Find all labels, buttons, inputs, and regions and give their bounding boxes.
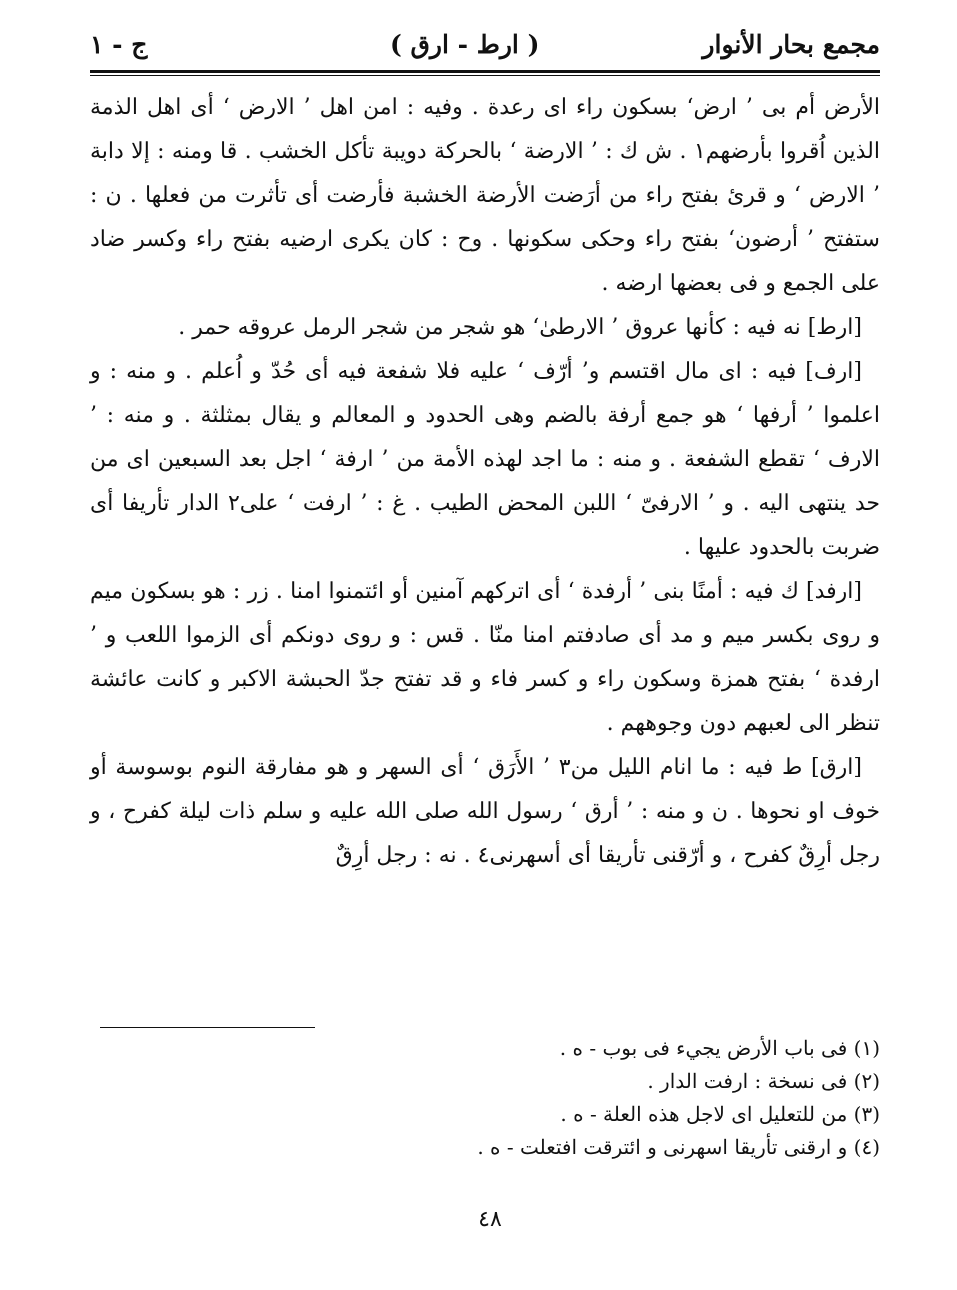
footnotes [90, 1032, 880, 1164]
running-header [90, 22, 880, 70]
paragraph-araq: [ارق] ط فيه : ما انام الليل من٣ ’ الأَرَق ‘ أى السهر و هو مفارقة النوم بوسوسة أو خوف او نحوها . ن و منه : ’ أرق ‘ رسول الله صلى الله عليه و سلم ذات ليلة كفرح ، و رجل أرِقٌ كفرح ، و أرّقنى تأريقا أى أسهرنى٤ . نه : رجل أرِقٌ [90, 755, 880, 868]
book-title: مجمع بحار الأنوار [702, 30, 880, 59]
page-number: ٤٨ [478, 1207, 502, 1232]
header-rule [90, 70, 880, 73]
volume-number: ج - ١ [90, 30, 148, 59]
header-rule-thin [90, 75, 880, 76]
entry-range: ( ارط - ارق ) [390, 30, 540, 59]
main-text [90, 86, 880, 878]
footnote-1: (١) فى باب الأرض يجيء فى بوب - ه . [559, 1036, 880, 1060]
paragraph-art: [ارط] نه فيه : كأنها عروق ’ الارطىٰ‘ هو شجر من شجر الرمل عروقه حمر . [178, 315, 862, 340]
footnote-2: (٢) فى نسخة : ارفت الدار . [647, 1069, 880, 1093]
book-page [90, 22, 880, 1272]
footnote-separator [100, 1027, 315, 1028]
paragraph-ard: الأرض أم بى ’ ارض‘ بسكون راء اى رعدة . وفيه : امن اهل ’ الارض ‘ أى اهل الذمة الذين اُقروا بأرضهم١ . ش ك : ’ الارضة ‘ بالحركة دويبة تأكل الخشب . قا ومنه : إلا دابة ’ الارض ‘ و قرئ بفتح راء من أرَضت الأرضة الخشبة فأرضت أى تأثرت من فعلها . ن : ستفتح ’ أرضون‘ بفتح راء وحكى سكونها . وح : كان يكرى ارضيه بفتح راء وكسر ضاد على الجمع و فى بعضها ارضه . [90, 95, 880, 296]
paragraph-arfad: [ارفد] ك فيه : أمنًا بنى ’ أرفدة ‘ أى اتركهم آمنين أو ائتمنوا امنا . زر : هو بسكون ميم و روى بكسر ميم و مد أى صادفتم امنا منّا . قس : و روى دونكم أى الزموا اللعب و ’ ارفدة ‘ بفتح همزة وسكون راء و كسر فاء و قد تفتح جدّ الحبشة الاكبر و كانت عائشة تنظر الى لعبهم دون وجوههم . [90, 579, 880, 736]
footnote-3: (٣) من للتعليل اى لاجل هذه العلة - ه . [560, 1102, 880, 1126]
footnote-4: (٤) و ارقنى تأريقا اسهرنى و ائترقت افتعلت - ه . [477, 1135, 880, 1159]
paragraph-arf: [ارف] فيه : اى مال اقتسم و’ أرّف ‘ عليه فلا شفعة فيه أى حُدّ و اُعلم . و منه : و اعلموا ’ أرفها ‘ هو جمع أرفة بالضم وهى الحدود و المعالم و يقال بمثلثة . و منه : ’ الارف ‘ تقطع الشفعة . و منه : ما اجد لهذه الأمة من ’ ارفة ‘ اجل بعد السبعين اى من حد ينتهى اليه . و ’ الارفىّ ‘ اللبن المحض الطيب . غ : ’ ارفت ‘ على٢ الدار تأريفا أى ضربت بالحدود عليها . [90, 359, 881, 560]
